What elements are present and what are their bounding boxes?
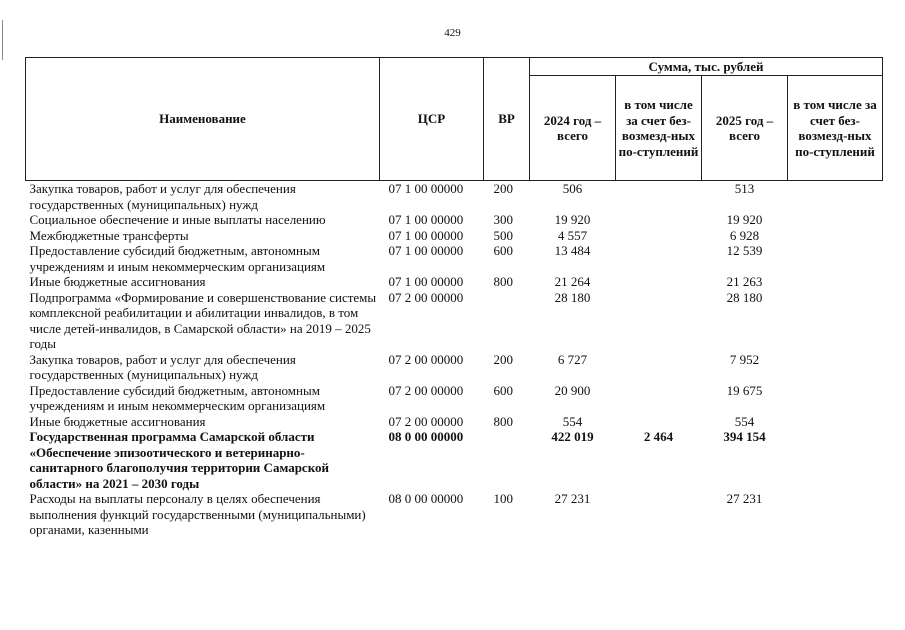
row-2025-free: [788, 383, 883, 414]
table-row: [26, 352, 883, 383]
table-row: [26, 429, 883, 491]
row-2024-free: [616, 414, 702, 430]
row-2024-free: [616, 243, 702, 274]
row-2024-total: 4 557: [557, 227, 588, 243]
row-2024-total: 27 231: [554, 491, 591, 506]
row-csr: 07 1 00 00000: [388, 274, 464, 289]
row-2024-total: 21 264: [554, 274, 591, 289]
row-vr: [484, 429, 530, 491]
row-vr: 800: [493, 413, 513, 429]
table-row: [26, 414, 883, 430]
row-2024-total: 28 180: [554, 289, 591, 305]
row-name: Закупка товаров, работ и услуг для обеспечения государственных (муниципальных) нужд: [29, 181, 296, 212]
row-name: Иные бюджетные ассигнования: [29, 274, 206, 289]
row-csr: 07 1 00 00000: [388, 212, 464, 227]
table-row: [26, 383, 883, 414]
row-csr: 07 2 00 00000: [388, 289, 464, 305]
row-csr: 07 1 00 00000: [388, 243, 464, 258]
row-2025-total: 554: [734, 413, 755, 429]
row-name: Социальное обеспечение и иные выплаты населению: [29, 212, 326, 227]
table-row: [26, 274, 883, 290]
header-sum-group: Сумма, тыс. рублей: [530, 58, 883, 76]
row-vr: 300: [493, 212, 513, 227]
row-vr: 500: [493, 227, 513, 243]
header-2025-total: 2025 год – всего: [702, 76, 788, 181]
row-2025-total: 6 928: [729, 227, 760, 243]
row-2025-free: [788, 414, 883, 430]
row-2024-total: 422 019: [551, 429, 594, 444]
row-name: Предоставление субсидий бюджетным, автономным учреждениям и иным некоммерческим организациям: [29, 243, 326, 274]
row-csr: 07 2 00 00000: [388, 351, 464, 367]
row-vr: 600: [493, 243, 513, 258]
table-row: [26, 212, 883, 228]
row-2024-total: 6 727: [557, 351, 588, 367]
row-csr: 07 2 00 00000: [388, 382, 464, 398]
page-number: 429: [444, 27, 461, 39]
row-2025-free: [788, 181, 883, 213]
row-2024-total: 506: [562, 181, 583, 196]
row-2024-free: [616, 383, 702, 414]
row-2024-free: [616, 491, 702, 538]
row-2025-free: [788, 243, 883, 274]
row-2025-free: [788, 290, 883, 352]
row-2024-free: [616, 212, 702, 228]
row-csr: 08 0 00 00000: [388, 429, 464, 444]
row-vr: 600: [493, 382, 513, 398]
row-name: Межбюджетные трансферты: [29, 227, 189, 243]
table-row: [26, 181, 883, 213]
row-2024-total: 554: [562, 413, 583, 429]
row-2025-free: [788, 429, 883, 491]
row-2025-free: [788, 212, 883, 228]
row-csr: 07 1 00 00000: [388, 227, 464, 243]
row-csr: 07 1 00 00000: [388, 181, 464, 196]
row-name: Предоставление субсидий бюджетным, автономным учреждениям и иным некоммерческим организациям: [29, 382, 326, 413]
row-2025-total: 27 231: [726, 491, 763, 506]
table-row: [26, 228, 883, 244]
row-2025-free: [788, 352, 883, 383]
row-name: Расходы на выплаты персоналу в целях обеспечения выполнения функций государственными (муниципальными) органами, казенными: [29, 491, 366, 537]
header-2024-free: в том числе за счет без-возмезд-ных по-ступлений: [616, 76, 702, 181]
row-2024-free: 2 464: [643, 429, 674, 444]
row-2024-free: [616, 274, 702, 290]
row-csr: 07 2 00 00000: [388, 413, 464, 429]
header-2025-free: в том числе за счет без-возмезд-ных по-ступлений: [788, 76, 883, 181]
row-2024-free: [616, 290, 702, 352]
row-2024-total: 13 484: [554, 243, 591, 258]
header-csr: ЦСР: [380, 58, 484, 181]
row-2024-free: [616, 352, 702, 383]
header-2024-total: 2024 год – всего: [530, 76, 616, 181]
row-2025-total: 394 154: [723, 429, 766, 444]
header-name: Наименование: [26, 58, 380, 181]
row-2025-total: 7 952: [729, 351, 760, 367]
header-vr: ВР: [484, 58, 530, 181]
row-2025-total: 513: [734, 181, 755, 196]
budget-table: [25, 57, 883, 538]
table-row: [26, 243, 883, 274]
row-vr: 200: [493, 351, 513, 367]
row-2025-total: 19 675: [726, 382, 763, 398]
row-2025-free: [788, 274, 883, 290]
row-2025-total: 21 263: [726, 274, 763, 289]
row-2025-free: [788, 228, 883, 244]
scan-edge-mark: [2, 20, 3, 60]
row-csr: 08 0 00 00000: [388, 491, 464, 506]
row-2024-free: [616, 181, 702, 213]
row-vr: 200: [493, 181, 513, 196]
row-2025-total: 12 539: [726, 243, 763, 258]
row-vr: 800: [493, 274, 513, 289]
row-2025-total: 28 180: [726, 289, 763, 305]
row-name: Подпрограмма «Формирование и совершенствование системы комплексной реабилитации и абилитации инвалидов, в том числе детей-инвалидов, в Самарской области» на 2019 – 2025 годы: [29, 289, 377, 351]
table-row: [26, 491, 883, 538]
row-name: Закупка товаров, работ и услуг для обеспечения государственных (муниципальных) нужд: [29, 351, 296, 382]
row-vr: [484, 290, 530, 352]
row-2025-total: 19 920: [726, 212, 763, 227]
row-2024-total: 20 900: [554, 382, 591, 398]
row-2024-total: 19 920: [554, 212, 591, 227]
row-name: Государственная программа Самарской области «Обеспечение эпизоотического и ветеринарно-санитарного благополучия территории Самарской области» на 2021 – 2030 годы: [29, 429, 330, 491]
row-2024-free: [616, 228, 702, 244]
row-name: Иные бюджетные ассигнования: [29, 413, 206, 429]
table-row: [26, 290, 883, 352]
row-2025-free: [788, 491, 883, 538]
row-vr: 100: [493, 491, 513, 506]
